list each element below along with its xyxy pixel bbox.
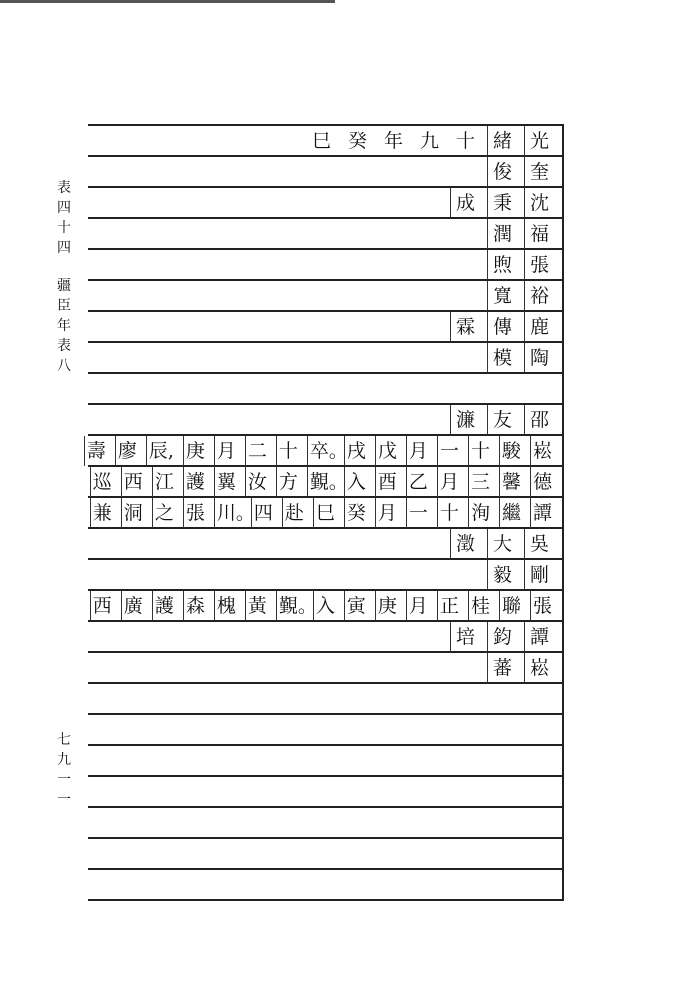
side-char: 表	[57, 180, 71, 196]
table-cell: 聯	[499, 591, 521, 621]
table-cell: 崧	[524, 653, 552, 683]
table-cell: 森	[183, 591, 205, 621]
table-cell: 成	[450, 188, 478, 218]
table-cell: 十	[468, 436, 490, 466]
table-cell: 巳	[313, 498, 335, 528]
side-char: 四	[57, 200, 71, 216]
side-char: 一	[57, 792, 71, 808]
table-cell: 傳	[487, 312, 515, 342]
table-cell: 四	[251, 498, 273, 528]
table-cell: 川。	[214, 498, 242, 528]
table-cell: 友	[487, 405, 515, 435]
side-title	[55, 178, 73, 376]
table-cell: 月	[437, 467, 459, 497]
table-cell: 方	[276, 467, 298, 497]
table-cell: 巡	[90, 467, 112, 497]
table-cell: 月	[406, 436, 428, 466]
table-cell: 煦	[487, 250, 515, 280]
table-cell: 庚	[375, 591, 397, 621]
table-cell: 秉	[487, 188, 515, 218]
table-cell: 覲。	[276, 591, 304, 621]
table-row	[94, 343, 552, 373]
table-cell: 馨	[499, 467, 521, 497]
table-cell: 一	[437, 436, 459, 466]
table-cell: 乙	[406, 467, 428, 497]
table-cell: 三	[468, 467, 490, 497]
table-cell: 癸	[344, 498, 366, 528]
table-row	[94, 312, 552, 342]
table-cell: 濂	[450, 405, 478, 435]
side-char: 年	[57, 318, 71, 334]
table-cell: 吳	[524, 529, 552, 559]
table-cell: 繼	[499, 498, 521, 528]
table-cell: 潤	[487, 219, 515, 249]
table-cell: 廣	[121, 591, 143, 621]
table-cell: 鹿	[524, 312, 552, 342]
table-cell: 澂	[450, 529, 478, 559]
table-row	[94, 622, 552, 652]
table-row	[94, 250, 552, 280]
table-cell: 廖	[115, 436, 137, 466]
table-row	[94, 591, 552, 621]
table-cell: 戌	[344, 436, 366, 466]
table-cell: 奎	[524, 157, 552, 187]
table-cell: 崧	[530, 436, 552, 466]
side-char: 四	[57, 240, 71, 256]
side-char: 八	[57, 358, 71, 374]
top-rule	[0, 0, 335, 3]
table-cell: 沈	[524, 188, 552, 218]
table-cell: 張	[524, 250, 552, 280]
table-cell: 護	[152, 591, 174, 621]
table-cell: 十	[437, 498, 459, 528]
table-cell: 譚	[530, 498, 552, 528]
table-cell: 裕	[524, 281, 552, 311]
table-cell: 西	[121, 467, 143, 497]
side-char: 九	[57, 752, 71, 768]
side-char: 表	[57, 338, 71, 354]
table-cell: 戊	[375, 436, 397, 466]
table-cell: 光	[524, 126, 552, 156]
table-row	[94, 281, 552, 311]
table-cell: 俊	[487, 157, 515, 187]
rule-line	[88, 806, 564, 808]
table-cell: 毅	[487, 560, 515, 590]
right-border	[562, 124, 564, 900]
table-cell: 十	[455, 130, 475, 152]
side-char: 七	[57, 732, 71, 748]
table-cell: 赴	[282, 498, 304, 528]
table-cell: 西	[90, 591, 112, 621]
rule-line	[88, 837, 564, 839]
table-cell: 九	[419, 130, 439, 152]
table-row	[94, 467, 552, 497]
table-cell: 張	[183, 498, 205, 528]
table-row	[94, 653, 552, 683]
table-cell: 邵	[524, 405, 552, 435]
side-char: 臣	[57, 298, 71, 314]
table-row	[94, 219, 552, 249]
table-cell: 月	[375, 498, 397, 528]
table-cell: 寅	[344, 591, 366, 621]
side-char: 十	[57, 220, 71, 236]
side-char: 一	[57, 772, 71, 788]
rule-line	[88, 744, 564, 746]
table-cell: 正	[437, 591, 459, 621]
table-cell: 譚	[524, 622, 552, 652]
table-cell: 月	[406, 591, 428, 621]
table-cell: 剛	[524, 560, 552, 590]
table-cell: 緒	[487, 126, 515, 156]
table-row	[94, 188, 552, 218]
table-cell: 江	[152, 467, 174, 497]
table-cell: 德	[530, 467, 552, 497]
table-cell: 覲。	[307, 467, 335, 497]
table-cell: 月	[214, 436, 236, 466]
side-char: 疆	[57, 278, 71, 294]
table-cell: 槐	[214, 591, 236, 621]
table-row	[94, 498, 552, 528]
table-row	[86, 436, 552, 466]
table-row	[94, 529, 552, 559]
table-cell: 庚	[183, 436, 205, 466]
table-cell: 培	[450, 622, 478, 652]
table-cell: 卒。	[307, 436, 335, 466]
table-row	[94, 560, 552, 590]
table-cell: 霖	[450, 312, 478, 342]
table-row	[94, 126, 552, 156]
table-cell: 寬	[487, 281, 515, 311]
rule-line	[88, 899, 564, 901]
table-cell: 黃	[245, 591, 267, 621]
table-cell: 張	[530, 591, 552, 621]
table-cell: 年	[383, 130, 403, 152]
table-cell: 護	[183, 467, 205, 497]
table-cell: 之	[152, 498, 174, 528]
table-cell: 壽	[84, 436, 106, 466]
rule-line	[88, 713, 564, 715]
table-cell: 模	[487, 343, 515, 373]
table-cell: 洞	[121, 498, 143, 528]
table-cell: 一	[406, 498, 428, 528]
table-row	[94, 374, 552, 404]
table-cell: 十	[276, 436, 298, 466]
table-cell: 大	[487, 529, 515, 559]
table-cell: 癸	[347, 130, 367, 152]
table-cell: 辰,	[146, 436, 174, 466]
table-cell: 陶	[524, 343, 552, 373]
table-cell: 蕃	[487, 653, 515, 683]
table-cell: 巳	[311, 130, 331, 152]
table-cell: 二	[245, 436, 267, 466]
table-cell: 入	[313, 591, 335, 621]
table-cell: 翼	[214, 467, 236, 497]
table-cell: 桂	[468, 591, 490, 621]
table-cell: 鈞	[487, 622, 515, 652]
rule-line	[88, 775, 564, 777]
table-row	[94, 157, 552, 187]
table-cell: 洵	[468, 498, 490, 528]
rule-line	[88, 868, 564, 870]
table-cell: 福	[524, 219, 552, 249]
table-row	[94, 405, 552, 435]
table-cell: 汝	[245, 467, 267, 497]
table-cell: 兼	[90, 498, 112, 528]
page-number	[55, 730, 73, 810]
table-cell: 入	[344, 467, 366, 497]
official-table	[88, 120, 564, 900]
table-cell: 駿	[499, 436, 521, 466]
table-cell: 酉	[375, 467, 397, 497]
